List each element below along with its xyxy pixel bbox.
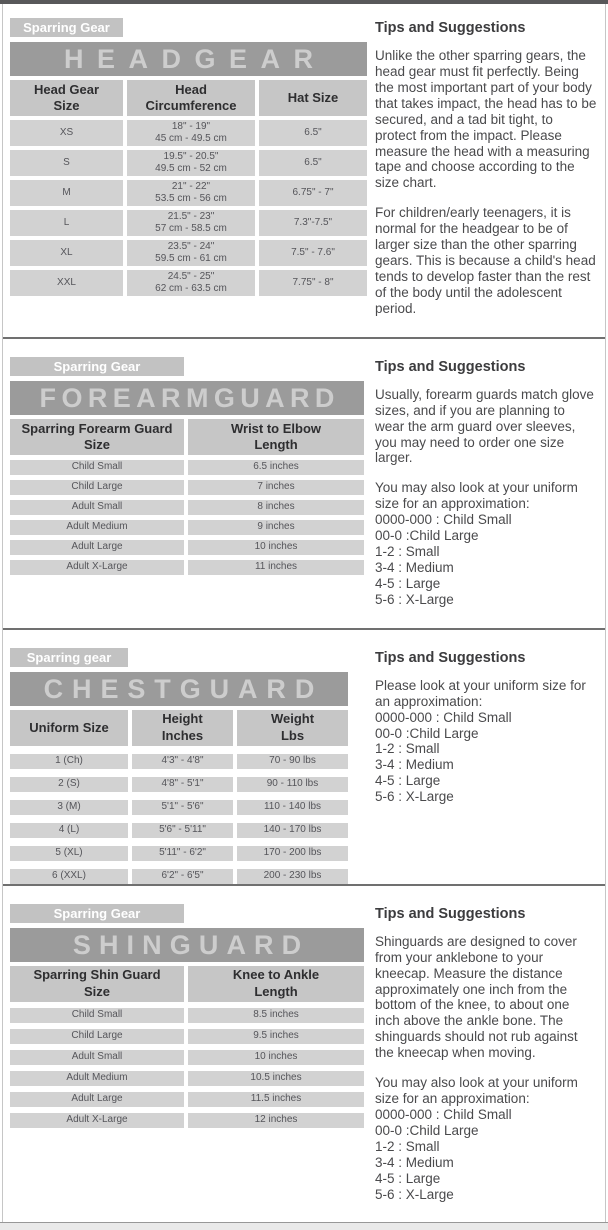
cell-line: XXL [57,277,76,288]
table-cell [237,800,348,815]
cell-line: Child Large [71,481,123,493]
cell-line: Uniform Size [29,719,109,735]
tips-column [369,904,605,1223]
section-title: FOREARMGUARD [10,381,364,415]
table-cell [237,846,348,861]
cell-line: L [63,217,70,228]
cell-line: 19.5" - 20.5" [163,151,219,162]
section-shinguard [3,884,605,1223]
cell-line: 21.5" - 23" [167,211,215,222]
table-cell [188,1113,364,1128]
cell-line: 9.5 inches [253,1030,299,1042]
cell-line: Child Small [71,461,123,473]
table-cell [10,1113,184,1128]
tips-paragraph: For children/early teenagers, it is normal for the headgear to be of larger size than the other sparring gears. This is because a child's head tends to develop faster than the rest of the body until the adolescent period. [375,205,596,316]
table-cell [237,869,348,884]
table-cell [188,560,364,575]
cell-line: 5'11" - 6'2" [159,847,206,859]
cell-line: 6.5" [304,157,322,168]
bottom-border [0,1222,608,1230]
table-cell [10,270,123,296]
table-header-cell [10,966,184,1002]
cell-line: Weight [270,711,315,727]
sparring-gear-label: Sparring Gear [10,357,184,376]
tips-heading: Tips and Suggestions [375,905,526,922]
cell-line: 6.75" - 7" [292,187,334,198]
cell-line: 12 inches [254,1114,298,1126]
size-table [10,80,367,296]
cell-line: 140 - 170 lbs [263,824,322,836]
cell-line: 62 cm - 63.5 cm [155,283,227,294]
page-body [2,4,606,1222]
table-cell [132,846,233,861]
table-cell [10,869,128,884]
cell-line: Head [175,81,207,97]
table-cell [188,1008,364,1023]
tips-paragraph: Unlike the other sparring gears, the head gear must fit perfectly. Being the most important part of your body that takes impact, the head has to be secured, and a tad bit tight, to protect from the impact. Please measure the head with a measuring tape and choose according to the size chart. [375,48,597,191]
sparring-gear-label: Sparring Gear [10,904,184,923]
sparring-gear-label: Sparring gear [10,648,128,667]
table-header-cell [259,80,367,116]
cell-line: Height [162,711,203,727]
table-cell [259,180,367,206]
cell-line: Adult Medium [66,1072,128,1084]
table-cell [10,846,128,861]
table-cell [132,777,233,792]
section-title: CHESTGUARD [10,672,348,706]
table-header-cell [10,710,128,746]
cell-line: 6'2" - 6'5" [161,870,204,882]
cell-line: 90 - 110 lbs [266,778,319,790]
section-title: HEADGEAR [10,42,367,76]
table-cell [188,1071,364,1086]
cell-line: 10 inches [254,541,298,553]
table-cell [188,480,364,495]
table-cell [259,150,367,176]
tips-column [369,357,605,628]
tips-paragraph: Please look at your uniform size for an approximation: 0000-000 : Child Small 00-0 :Child Large 1-2 : Small 3-4 : Medium 4-5 : Large 5-6 : X-Large [375,677,586,805]
table-cell [237,754,348,769]
cell-line: Size [83,983,110,999]
cell-line: XS [59,127,74,138]
table-cell [132,754,233,769]
cell-line: 8.5 inches [253,1009,299,1021]
table-cell [259,270,367,296]
cell-line: 6.5" [304,127,322,138]
table-cell [259,120,367,146]
table-header-cell [188,966,364,1002]
cell-line: Child Large [71,1030,123,1042]
table-header-cell [127,80,255,116]
table-cell [10,754,128,769]
cell-line: 7.75" - 8" [292,277,334,288]
tips-paragraphs [375,48,597,317]
cell-line: 10.5 inches [250,1072,302,1084]
table-cell [188,460,364,475]
cell-line: 59.5 cm - 61 cm [155,253,227,264]
cell-line: Size [83,436,110,452]
size-table-column [3,904,369,1223]
tips-heading: Tips and Suggestions [375,358,526,375]
cell-line: Sparring Forearm Guard [21,420,173,436]
cell-line: 9 inches [257,521,295,533]
table-cell [10,460,184,475]
table-cell [10,480,184,495]
cell-line: Sparring Shin Guard [33,967,161,983]
table-cell [10,1008,184,1023]
cell-line: 57 cm - 58.5 cm [155,223,227,234]
cell-line: 10 inches [254,1051,298,1063]
cell-line: Adult Small [71,1051,123,1063]
table-cell [10,1029,184,1044]
cell-line: 23.5" - 24" [167,241,215,252]
section-forearm [3,337,605,628]
table-cell [188,540,364,555]
tips-paragraph: You may also look at your uniform size for an approximation: 0000-000 : Child Small 00-0 :Child Large 1-2 : Small 3-4 : Medium 4-5 : Large 5-6 : X-Large [375,1075,578,1202]
cell-line: 45 cm - 49.5 cm [155,133,227,144]
size-table [10,966,364,1128]
cell-line: 70 - 90 lbs [269,755,316,767]
cell-line: Lbs [280,727,305,743]
table-cell [188,1092,364,1107]
cell-line: 24.5" - 25" [167,271,215,282]
table-cell [132,823,233,838]
table-cell [259,240,367,266]
section-chestguard [3,628,605,884]
cell-line: Adult Large [71,541,123,553]
table-cell [10,1071,184,1086]
table-cell [127,120,255,146]
table-cell [10,210,123,236]
cell-line: S [63,157,70,168]
table-cell [10,560,184,575]
cell-line: 200 - 230 lbs [263,870,322,882]
table-cell [188,1029,364,1044]
cell-line: 49.5 cm - 52 cm [155,163,227,174]
table-cell [188,520,364,535]
tips-paragraph: Shinguards are designed to cover from your anklebone to your kneecap. Measure the distance approximately one inch from the bottom of the knee, to about one inch above the ankle bone. The shinguards should not rub against the kneecap when moving. [375,933,578,1061]
table-cell [10,800,128,815]
table-cell [10,120,123,146]
cell-line: 4'8" - 5'1" [161,778,204,790]
cell-line: 7.5" - 7.6" [291,247,335,258]
cell-line: Inches [161,727,204,743]
table-cell [259,210,367,236]
cell-line: 8 inches [257,501,295,513]
cell-line: 2 (S) [58,778,80,790]
table-cell [188,500,364,515]
cell-line: 7.3"-7.5" [293,217,333,228]
size-table [10,710,348,884]
section-headgear [3,4,605,337]
table-header-cell [132,710,233,746]
cell-line: M [62,187,71,198]
table-cell [127,210,255,236]
tips-column [369,18,605,337]
table-cell [10,823,128,838]
section-title: SHINGUARD [10,928,364,962]
tips-paragraphs [375,934,597,1203]
table-cell [10,540,184,555]
tips-column [369,648,605,884]
tips-paragraphs [375,387,597,608]
cell-line: Adult Large [71,1093,123,1105]
cell-line: 5'1" - 5'6" [161,801,204,813]
size-table-column [3,357,369,628]
size-table [10,419,364,575]
cell-line: Adult Small [71,501,123,513]
tips-heading: Tips and Suggestions [375,20,526,36]
table-cell [10,1050,184,1065]
cell-line: 18" - 19" [171,121,211,132]
cell-line: Child Small [71,1009,123,1021]
tips-paragraphs [375,678,597,805]
table-cell [132,869,233,884]
cell-line: Circumference [145,98,237,113]
cell-line: 3 (M) [57,801,81,813]
sections-container [3,4,605,1222]
cell-line: Head Gear [33,81,100,97]
table-cell [10,180,123,206]
table-header-cell [237,710,348,746]
cell-line: Adult Medium [66,521,128,533]
cell-line: 7 inches [257,481,295,493]
tips-paragraph: Usually, forearm guards match glove sizes, and if you are planning to wear the arm guard over sleeves, you may need to order one size larger. [375,386,594,466]
cell-line: 4 (L) [58,824,80,836]
cell-line: Size [53,98,80,113]
cell-line: 1 (Ch) [55,755,83,767]
cell-line: 11.5 inches [250,1093,302,1105]
cell-line: 21" - 22" [171,181,211,192]
cell-line: 5'6" - 5'11" [159,824,206,836]
cell-line: 170 - 200 lbs [263,847,322,859]
table-cell [127,270,255,296]
table-cell [188,1050,364,1065]
table-cell [237,777,348,792]
tips-heading: Tips and Suggestions [375,649,526,666]
cell-line: 6.5 inches [253,461,299,473]
table-cell [10,777,128,792]
table-cell [127,240,255,266]
size-table-column [3,648,369,884]
cell-line: 11 inches [254,561,298,573]
cell-line: Adult X-Large [66,561,128,573]
table-header-cell [188,419,364,455]
cell-line: Adult X-Large [66,1114,128,1126]
table-header-cell [10,419,184,455]
size-table-column [3,18,369,337]
cell-line: 6 (XXL) [52,870,86,882]
table-cell [237,823,348,838]
table-cell [127,150,255,176]
cell-line: Length [254,436,298,452]
cell-line: Knee to Ankle [232,967,320,983]
sparring-gear-label: Sparring Gear [10,18,123,37]
table-cell [10,240,123,266]
cell-line: 110 - 140 lbs [263,801,322,813]
cell-line: 5 (XL) [55,847,83,859]
table-cell [10,520,184,535]
cell-line: Wrist to Elbow [230,420,322,436]
table-header-cell [10,80,123,116]
cell-line: 53.5 cm - 56 cm [155,193,227,204]
table-cell [10,1092,184,1107]
table-cell [10,500,184,515]
table-cell [127,180,255,206]
table-cell [132,800,233,815]
table-cell [10,150,123,176]
cell-line: Length [254,983,298,999]
cell-line: Hat Size [287,89,339,105]
cell-line: 4'3" - 4'8" [161,755,204,767]
tips-paragraph: You may also look at your uniform size for an approximation: 0000-000 : Child Small 00-0 :Child Large 1-2 : Small 3-4 : Medium 4-5 : Large 5-6 : X-Large [375,480,578,607]
cell-line: XL [60,247,73,258]
